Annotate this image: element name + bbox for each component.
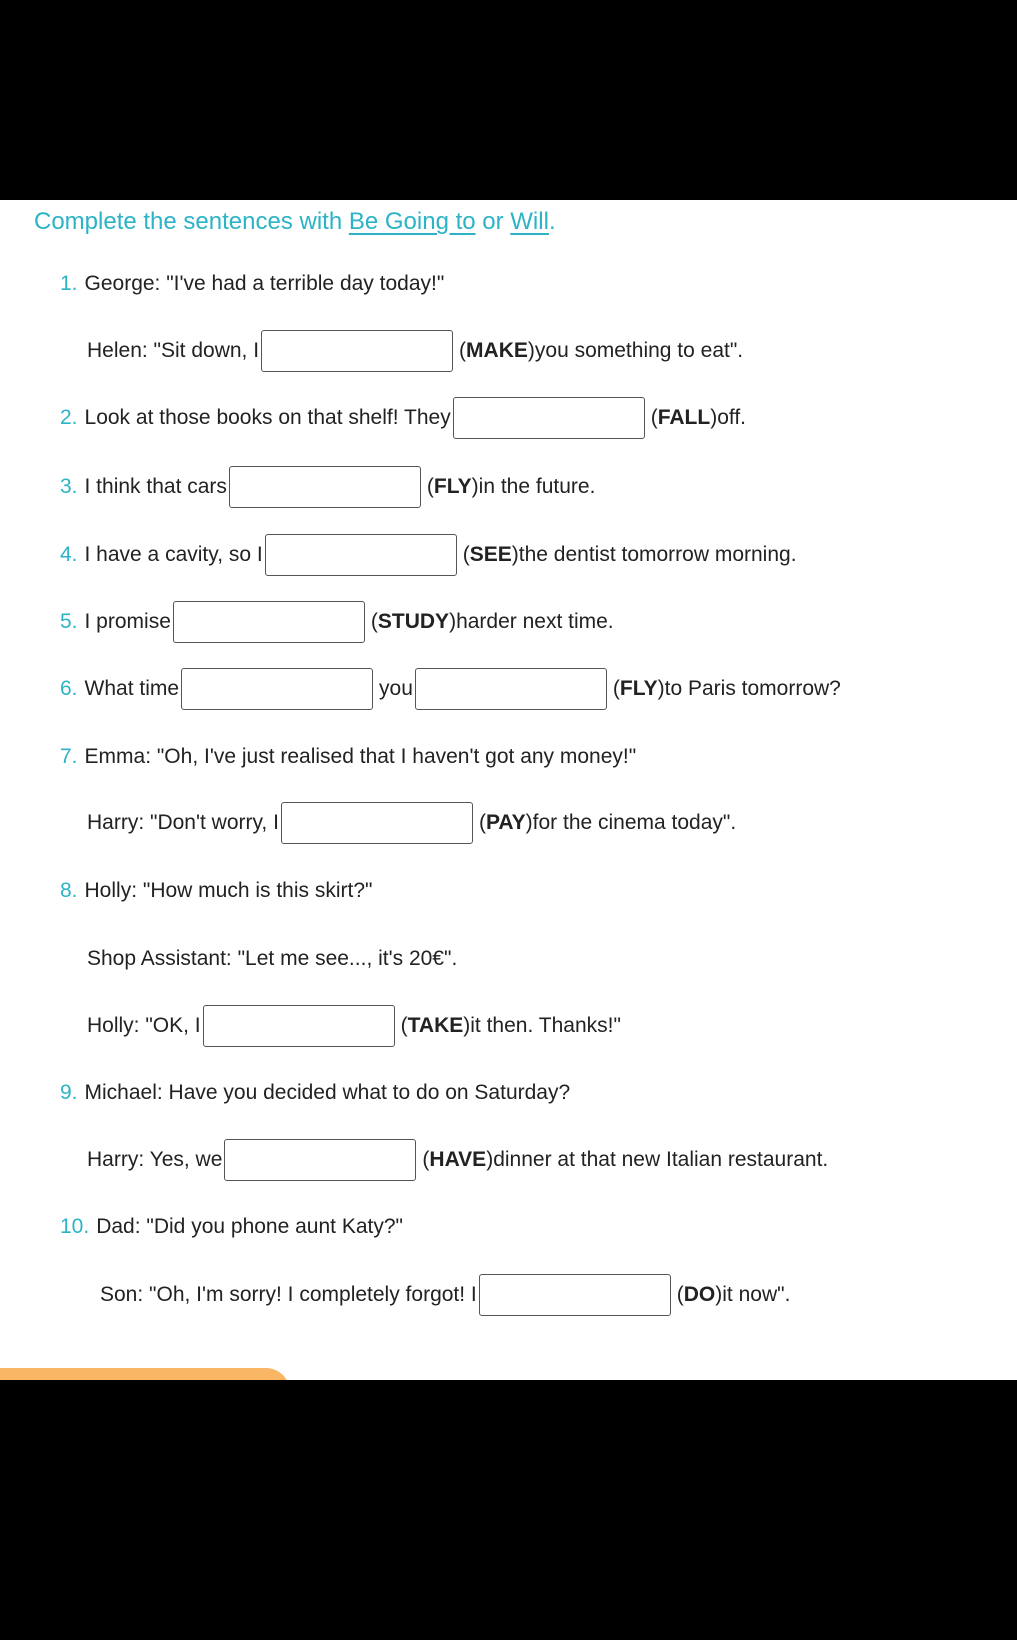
verb-hint: (TAKE) [400, 1014, 471, 1037]
question-text: George: "I've had a terrible day today!" [84, 272, 445, 295]
question-7-line2 [87, 801, 736, 845]
question-text: off. [717, 406, 747, 429]
verb-hint: (STUDY) [370, 610, 457, 633]
verb-hint: (PAY) [478, 811, 533, 834]
question-9-line1 [60, 1071, 570, 1115]
question-text: I think that cars [84, 475, 227, 498]
question-number: 10. [60, 1215, 90, 1238]
question-8-line1 [60, 869, 373, 913]
question-text: you something to eat". [534, 339, 744, 362]
question-text: Shop Assistant: "Let me see..., it's 20€". [87, 947, 458, 970]
question-text: Holly: "OK, I [87, 1014, 201, 1037]
answer-box-2[interactable] [453, 397, 645, 439]
orange-progress-bar [0, 1368, 290, 1380]
question-text: Holly: "How much is this skirt?" [84, 879, 373, 902]
verb-hint: (HAVE) [422, 1148, 494, 1171]
answer-box-3[interactable] [229, 466, 421, 508]
question-text: I have a cavity, so I [84, 543, 263, 566]
question-text: Look at those books on that shelf! They [84, 406, 451, 429]
question-number: 3. [60, 475, 78, 498]
bottom-black-bar [0, 1380, 1017, 1640]
question-5 [60, 600, 614, 644]
question-text: Emma: "Oh, I've just realised that I haven't got any money!" [84, 745, 637, 768]
question-text: I promise [84, 610, 171, 633]
verb-hint: (MAKE) [459, 339, 535, 362]
answer-box-6a[interactable] [181, 668, 373, 710]
question-10-line2 [100, 1273, 790, 1317]
verb-hint: (DO) [676, 1283, 723, 1306]
question-number: 1. [60, 272, 78, 295]
question-number: 7. [60, 745, 78, 768]
worksheet [0, 200, 1017, 1380]
question-text: in the future. [478, 475, 596, 498]
verb-hint: (FLY) [612, 677, 665, 700]
question-text: harder next time. [456, 610, 614, 633]
verb-hint: (FALL) [650, 406, 718, 429]
question-10-line1 [60, 1205, 403, 1249]
question-text: Son: "Oh, I'm sorry! I completely forgot! I [100, 1283, 477, 1306]
question-4 [60, 533, 797, 577]
question-2 [60, 396, 746, 440]
question-9-line2 [87, 1138, 828, 1182]
question-text: Dad: "Did you phone aunt Katy?" [96, 1215, 403, 1238]
question-text: it now". [722, 1283, 791, 1306]
question-number: 6. [60, 677, 78, 700]
question-text: you [379, 677, 413, 700]
question-text: for the cinema today". [532, 811, 737, 834]
answer-box-6b[interactable] [415, 668, 607, 710]
question-text: Harry: "Don't worry, I [87, 811, 279, 834]
question-text: dinner at that new Italian restaurant. [493, 1148, 829, 1171]
answer-box-10[interactable] [479, 1274, 671, 1316]
top-black-bar [0, 0, 1017, 200]
instructions [34, 208, 556, 236]
answer-box-5[interactable] [173, 601, 365, 643]
verb-hint: (FLY) [426, 475, 479, 498]
be-going-to-link[interactable]: Be Going to [348, 208, 476, 235]
question-number: 5. [60, 610, 78, 633]
will-link[interactable]: Will [510, 208, 549, 235]
question-3 [60, 465, 595, 509]
question-text: the dentist tomorrow morning. [518, 543, 797, 566]
question-number: 2. [60, 406, 78, 429]
answer-box-1[interactable] [261, 330, 453, 372]
instruction-text: Complete the sentences with [34, 208, 349, 235]
question-text: to Paris tomorrow? [664, 677, 841, 700]
question-1-line1 [60, 262, 444, 306]
question-number: 9. [60, 1081, 78, 1104]
answer-box-7[interactable] [281, 802, 473, 844]
answer-box-4[interactable] [265, 534, 457, 576]
question-6 [60, 667, 841, 711]
question-8-line3 [87, 1004, 621, 1048]
question-1-line2 [87, 329, 743, 373]
question-text: Helen: "Sit down, I [87, 339, 260, 362]
answer-box-8[interactable] [203, 1005, 395, 1047]
verb-hint: (SEE) [462, 543, 519, 566]
answer-box-9[interactable] [224, 1139, 416, 1181]
question-number: 8. [60, 879, 78, 902]
instruction-or: or [475, 208, 511, 235]
question-text: it then. Thanks!" [470, 1014, 621, 1037]
question-8-line2 [87, 937, 457, 981]
question-text: Harry: Yes, we [87, 1148, 223, 1171]
question-text: What time [84, 677, 180, 700]
question-7-line1 [60, 735, 636, 779]
question-number: 4. [60, 543, 78, 566]
question-text: Michael: Have you decided what to do on Saturday? [84, 1081, 571, 1104]
instruction-period: . [548, 208, 556, 235]
